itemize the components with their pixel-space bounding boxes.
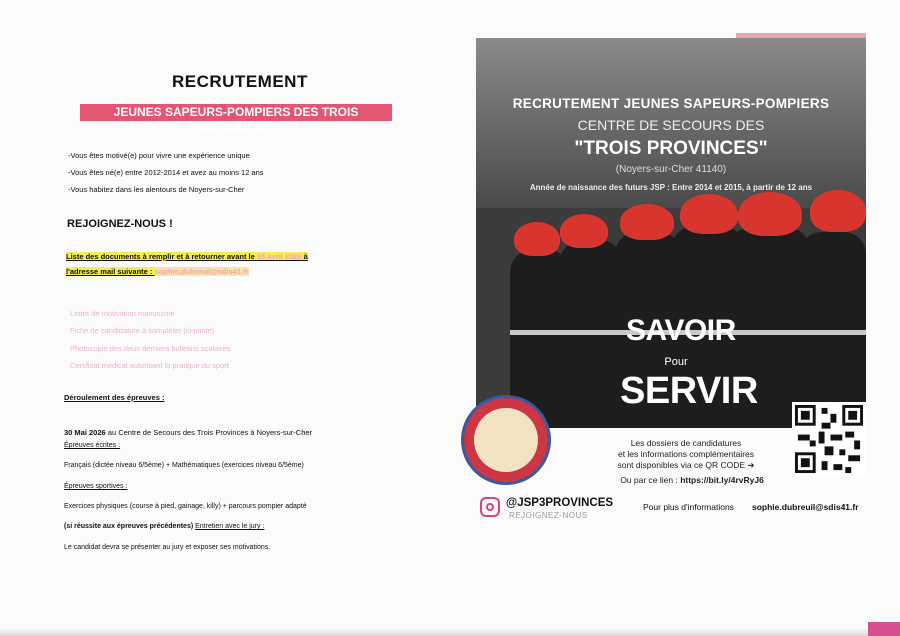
scan-edge <box>0 628 900 636</box>
slogan-pour: Pour <box>664 356 688 368</box>
bullet-2: -Vous êtes né(e) entre 2012-2014 et avez au moins 12 ans <box>68 168 264 177</box>
jury-condition: (si réussite aux épreuves précédentes) <box>64 523 196 530</box>
written-tests-detail: Français (dictée niveau 6/5ème) + Mathématiques (exercices niveau 6/5ème) <box>64 462 304 469</box>
helmet-icon <box>680 194 738 234</box>
slogan-servir: SERVIR <box>620 370 758 412</box>
pink-corner-mark <box>868 622 900 636</box>
written-tests-heading: Épreuves écrites : <box>64 442 121 449</box>
qr-code[interactable] <box>792 402 866 476</box>
bullet-3: -Vous habitez dans les alentours de Noyers-sur-Cher <box>68 185 245 194</box>
link-prefix: Ou par ce lien : <box>620 475 681 485</box>
slogan-savoir: SAVOIR <box>626 314 736 347</box>
poster-title-line1: RECRUTEMENT JEUNES SAPEURS-POMPIERS <box>512 96 830 111</box>
helmet-icon <box>620 204 674 240</box>
link-line <box>592 475 792 485</box>
subtitle: JEUNES SAPEURS-POMPIERS DES TROIS PROVINCES <box>113 105 359 136</box>
docs-email-label: l'adresse mail suivante : <box>66 267 155 276</box>
sport-tests-heading: Épreuves sportives : <box>64 483 128 490</box>
jury-line <box>64 523 264 530</box>
bullet-1: -Vous êtes motivé(e) pour vivre une expérience unique <box>68 151 250 160</box>
rejoignez-tagline: REJOIGNEZ-NOUS <box>509 511 588 520</box>
poster-title-line2: CENTRE DE SECOURS DES <box>577 117 765 133</box>
document-item: Certificat médical autorisant la pratique du sport <box>70 361 229 370</box>
test-date: 30 Mai 2026 <box>64 428 106 437</box>
short-link[interactable]: https://bit.ly/4rvRyJ6 <box>680 475 764 485</box>
info-line: Les dossiers de candidatures <box>630 438 742 448</box>
tests-heading: Déroulement des épreuves : <box>64 393 165 402</box>
instagram-handle[interactable]: @JSP3PROVINCES <box>506 497 614 509</box>
documents-email-line <box>66 267 249 276</box>
final-note: Le candidat devra se présenter au jury et exposer ses motivations. <box>64 544 271 551</box>
poster-title-line3: "TROIS PROVINCES" <box>574 138 768 159</box>
info-line: et les informations complémentaires <box>617 449 755 459</box>
deadline-date: 15 avril 2026 <box>256 252 302 261</box>
sport-tests-detail: Exercices physiques (course à pied, gainage, killy) + parcours pompier adapté <box>64 503 307 510</box>
poster-location: (Noyers-sur-Cher 41140) <box>615 164 727 175</box>
document-item: Fiche de candidature à compléter (ci-jointe) <box>70 326 215 335</box>
helmet-icon <box>560 214 608 248</box>
page-title: RECRUTEMENT <box>172 72 308 91</box>
document-item: Lettre de motivation manuscrite <box>70 309 175 318</box>
more-info-label: Pour plus d'informations <box>643 502 734 512</box>
jury-heading: Entretien avec le jury : <box>195 523 265 530</box>
docs-text-b: à <box>301 252 308 261</box>
helmet-icon <box>514 222 560 256</box>
poster-birth-years: Année de naissance des futurs JSP : Entre 2014 et 2015, à partir de 12 ans <box>529 183 813 192</box>
test-date-line <box>64 428 312 437</box>
join-heading: REJOIGNEZ-NOUS ! <box>67 218 173 230</box>
helmet-icon <box>810 190 866 232</box>
document-item: Photocopie des deux derniers bulletins scolaires <box>70 344 231 353</box>
instagram-icon[interactable] <box>480 497 500 517</box>
info-line: sont disponibles via ce QR CODE ➜ <box>617 460 755 470</box>
contact-email[interactable]: sophie.dubreuil@sdis41.fr <box>752 502 859 512</box>
badge-center <box>474 408 538 472</box>
documents-instruction <box>66 252 308 261</box>
docs-text-a: Liste des documents à remplir et à retourner avant le <box>66 252 257 261</box>
contact-email-link[interactable]: sophie.dubreuil@sdis41.fr <box>154 267 249 276</box>
helmet-icon <box>738 192 802 236</box>
test-location: au Centre de Secours des Trois Provinces à Noyers-sur-Cher <box>105 428 313 437</box>
